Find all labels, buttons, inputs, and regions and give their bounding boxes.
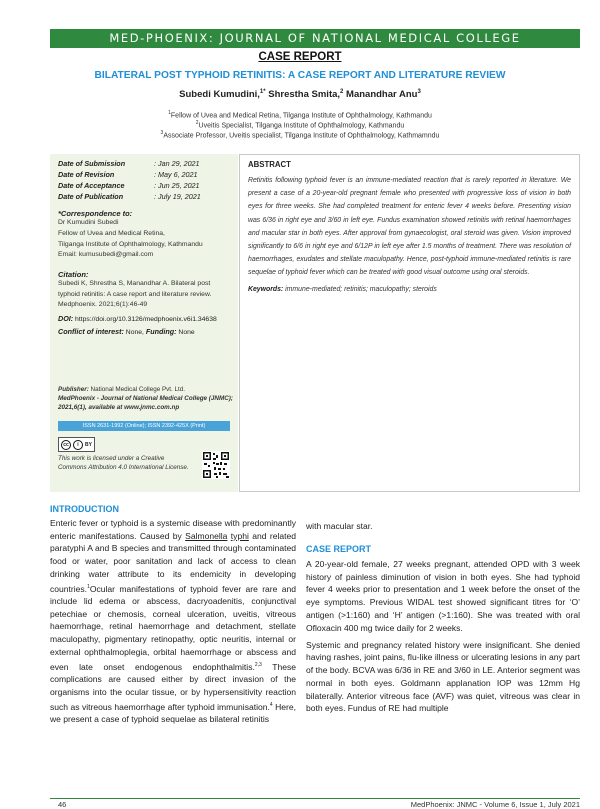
keywords-line [248, 286, 571, 293]
doi-link[interactable]: https://doi.org/10.3126/medphoenix.v6i1.34638 [73, 315, 217, 323]
affiliation-1-text: Fellow of Uvea and Medical Retina, Tilganga Institute of Ophthalmology, Kathmandu [170, 112, 432, 120]
date-label: Date of Submission [58, 159, 126, 168]
intro-text-2: and related paratyphi A and B species and transmitted through contaminated food or water, poor sanitation and lack of access to clean drinking water attribute to its endemicity in developing countries. [50, 530, 296, 594]
citation-heading: Citation: [58, 270, 89, 280]
date-value: : May 6, 2021 [154, 170, 198, 179]
author-1-sup: 1* [259, 89, 266, 95]
keywords-value: immune-mediated; retinitis; maculopathy; steroids [283, 285, 437, 293]
salmonella-link[interactable]: Salmonella [185, 530, 228, 541]
cc-badge-text: BY [85, 441, 92, 448]
funding-label: Funding: [145, 327, 177, 337]
date-revision [58, 169, 230, 180]
date-publication [58, 191, 230, 202]
publisher-block [58, 385, 234, 412]
date-label: Date of Publication [58, 192, 124, 201]
article-type: CASE REPORT [258, 51, 342, 63]
date-value: : July 19, 2021 [154, 192, 201, 201]
funding-value: None [176, 329, 195, 337]
abstract-box [239, 154, 580, 492]
qr-code-icon[interactable] [202, 451, 230, 479]
date-value: : Jun 25, 2021 [154, 181, 200, 190]
correspondence-email[interactable]: Email: kumusubedi@gmail.com [58, 251, 154, 259]
keywords-label: Keywords: [248, 285, 284, 293]
introduction-heading: INTRODUCTION [50, 504, 119, 514]
author-2: Shrestha Smita, [268, 89, 341, 101]
abstract-heading: ABSTRACT [248, 160, 291, 169]
reference-marker[interactable]: 2,3 [254, 661, 262, 668]
journal-line: MedPhoenix - Journal of National Medical College (JNMC); 2021,6(1), available at www.jnmc.com.np [58, 395, 233, 411]
introduction-text [50, 517, 296, 726]
correspondence-heading: *Correspondence to: [58, 209, 133, 218]
page-footer [50, 798, 580, 809]
article-title: BILATERAL POST TYPHOID RETINITIS: A CASE REPORT AND LITERATURE REVIEW [94, 70, 506, 81]
article-info-sidebar [50, 154, 238, 492]
correspondence-institute: Tilganga Institute of Ophthalmology, Kathmandu [58, 240, 203, 248]
date-value: : Jan 29, 2021 [154, 159, 200, 168]
doi-label: DOI: [58, 313, 74, 323]
correspondence-name: Dr Kumudini Subedi [58, 219, 119, 226]
creative-commons-icon[interactable] [58, 437, 95, 452]
coi-value: None, [123, 329, 146, 337]
reference-marker[interactable]: 1 [87, 583, 90, 590]
case-report-heading: CASE REPORT [306, 544, 372, 554]
affiliation-1-sup: 1 [168, 110, 171, 116]
cc-person-icon: i [73, 440, 83, 450]
coi-label: Conflict of interest: [58, 327, 124, 337]
correspondence-position: Fellow of Uvea and Medical Retina, [58, 229, 165, 237]
affiliation-2 [0, 120, 600, 129]
introduction-continued: with macular star. [306, 521, 373, 531]
license-text: This work is licensed under a Creative Commons Attribution 4.0 International License. [58, 455, 189, 471]
doi-line [58, 314, 230, 326]
date-label: Date of Revision [58, 170, 115, 179]
affiliation-2-text: Uveitis Specialist, Tilganga Institute of Ophthalmology, Kathmandu [198, 122, 405, 130]
page-number: 46 [58, 800, 67, 809]
intro-text-3: Ocular manifestations of typhoid fever are rare and include lid edema or abscess, dacryoadenitis, conjunctival petechiae or chemosis, corneal ulceration, uveitis, vitreous haemorrhage, retinal haemorrhage and detachment, stellate maculopathy, pigmentary retinopathy, optic neuritis, internal or external ophthalmoplegia, orbital haemorrhage or abscess and even late onset endogenous endophthalmitis. [50, 583, 296, 672]
date-acceptance [58, 180, 230, 191]
author-3-sup: 3 [417, 89, 421, 95]
author-2-sup: 2 [340, 89, 344, 95]
affiliation-3-sup: 3 [160, 130, 164, 136]
issn-bar: ISSN 2631-1992 (Online); ISSN 2392-425X (Print) [58, 421, 230, 431]
intro-text-1: Enteric fever or typhoid is a systemic disease with predominantly enteric manifestations. Caused by [50, 518, 296, 541]
publisher-value: National Medical College Pvt. Ltd. [88, 386, 186, 393]
affiliation-3 [0, 130, 600, 139]
author-list [0, 89, 600, 100]
typhi-link[interactable]: typhi [230, 530, 249, 541]
date-submission [58, 158, 230, 169]
case-paragraph-2: Systemic and pregnancy related history were insignificant. She denied having rashes, joint pains, flu-like illness or ulcerating lesions in any part of the body. BCVA was 6/36 in RE and 3/60 in LE. Anterior segment was normal in both eyes. Goldmann applanation IOP was 12mm Hg bilaterally. Anterior vitreous face (AVF) was quiet, vitreous was clear in both eyes. Fundus of RE had multiple [306, 639, 580, 714]
conflict-line [58, 327, 230, 336]
footer-citation: MedPhoenix: JNMC - Volume 6, Issue 1, July 2021 [410, 800, 580, 809]
affiliation-3-text: Associate Professor, Uveitis specialist, Tilganga Institute of Ophthalmology, Kathmamndu [163, 132, 440, 140]
journal-banner: MED-PHOENIX: JOURNAL OF NATIONAL MEDICAL COLLEGE [50, 29, 580, 48]
reference-marker[interactable]: 4 [269, 701, 273, 708]
case-paragraph-1: A 20-year-old female, 27 weeks pregnant, attended OPD with 3 week history of painless diminution of vision in both eyes. She had typhoid fever 4 weeks prior to presentation and 1 week before the onset of the eye symptoms. Previous WIDAL test showed significant titres for ‘O’ antigen (>1:160) and ‘H’ antigen (>1:160). She was treated with oral Ofloxacin 400 mg twice daily for 2 weeks. [306, 559, 580, 633]
abstract-text: Retinitis following typhoid fever is an immune-mediated reaction that is rarely reported in literature. We present a case of a 20-year-old pregnant female who presented with progressive loss of vision in both eyes for three weeks. She had completed treatment for enteric fever 4 weeks before. Presenting vision was 6/36 in right eye and 3/60 in left eye. Fundus examination showed retinitis with retinal haemorrhages and macular star in both eyes. After approval from gynaecologist, oral steroid was given. Vision improved significantly to 6/6 in right eye and 6/12P in left eye after 1.5 months of treatment. There was resolution of haemorrhages, exudates and stellate maculopathy. Hence, post-typhoid immune-mediated retinitis is rare sequelae of typhoid fever which can be treated with good visual outcome using oral steroids. [248, 177, 571, 277]
author-1: Subedi Kumudini, [179, 89, 260, 101]
intro-text-4: These complications are caused either by direct invasion of the organisms into the ocular tissue, or by hypersensitivity reaction such as vitreous haemorrhage after typhoid immunisation. [50, 661, 296, 712]
author-3: Manandhar Anu [346, 89, 418, 101]
date-label: Date of Acceptance [58, 181, 125, 190]
publisher-label: Publisher: [58, 386, 89, 393]
citation-text: Subedi K, Shrestha S, Manandhar A. Bilateral post typhoid retinitis: A case report and literature review. Medphoenix. 2021;6(1):46-49 [58, 280, 212, 309]
affiliation-1 [0, 110, 600, 119]
affiliation-2-sup: 2 [195, 120, 199, 126]
cc-circle-icon: cc [61, 440, 71, 450]
case-report-text [306, 558, 580, 719]
intro-text-5: Here, we present a case of typhoid sequelae as bilateral retinitis [50, 701, 296, 725]
